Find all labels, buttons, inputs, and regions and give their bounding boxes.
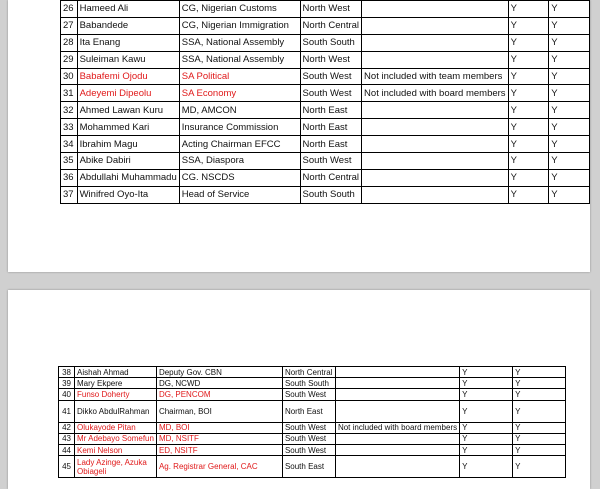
row-number: 26 bbox=[61, 1, 78, 18]
appointee-title: Acting Chairman EFCC bbox=[179, 136, 300, 153]
geopolitical-zone: North West bbox=[300, 51, 362, 68]
row-number: 39 bbox=[59, 378, 75, 389]
flag-column-2: Y bbox=[549, 119, 590, 136]
appointee-title: SA Economy bbox=[179, 85, 300, 102]
appointee-title: SSA, Diaspora bbox=[179, 153, 300, 170]
table-row bbox=[61, 34, 590, 51]
flag-column-1: Y bbox=[508, 169, 549, 186]
flag-column-1: Y bbox=[460, 378, 513, 389]
table-row bbox=[59, 444, 566, 455]
row-number: 36 bbox=[61, 169, 78, 186]
flag-column-1: Y bbox=[460, 367, 513, 378]
remark bbox=[362, 17, 509, 34]
document-page-1 bbox=[8, 0, 590, 272]
appointee-name: Kemi Nelson bbox=[75, 444, 157, 455]
table-row bbox=[61, 169, 590, 186]
flag-column-1: Y bbox=[460, 444, 513, 455]
geopolitical-zone: South West bbox=[282, 433, 335, 444]
flag-column-1: Y bbox=[508, 186, 549, 203]
flag-column-1: Y bbox=[508, 17, 549, 34]
row-number: 33 bbox=[61, 119, 78, 136]
appointee-title: MD, AMCON bbox=[179, 102, 300, 119]
table-row bbox=[61, 102, 590, 119]
remark bbox=[362, 34, 509, 51]
geopolitical-zone: North West bbox=[300, 1, 362, 18]
appointee-title: DG, PENCOM bbox=[156, 389, 282, 400]
flag-column-1: Y bbox=[460, 433, 513, 444]
table-row bbox=[61, 1, 590, 18]
table-row bbox=[59, 378, 566, 389]
flag-column-1: Y bbox=[508, 68, 549, 85]
geopolitical-zone: North Central bbox=[300, 17, 362, 34]
row-number: 42 bbox=[59, 422, 75, 433]
remark bbox=[362, 153, 509, 170]
appointee-title: Head of Service bbox=[179, 186, 300, 203]
appointee-title: MD, NSITF bbox=[156, 433, 282, 444]
geopolitical-zone: North Central bbox=[300, 169, 362, 186]
appointee-name: Winifred Oyo-Ita bbox=[77, 186, 179, 203]
appointee-name: Abdullahi Muhammadu bbox=[77, 169, 179, 186]
appointee-title: CG. NSCDS bbox=[179, 169, 300, 186]
appointee-name: Suleiman Kawu bbox=[77, 51, 179, 68]
flag-column-1: Y bbox=[460, 456, 513, 478]
appointee-name: Mary Ekpere bbox=[75, 378, 157, 389]
remark bbox=[362, 1, 509, 18]
remark bbox=[335, 456, 459, 478]
document-page-2 bbox=[8, 290, 590, 489]
row-number: 44 bbox=[59, 444, 75, 455]
flag-column-2: Y bbox=[513, 456, 566, 478]
row-number: 29 bbox=[61, 51, 78, 68]
remark bbox=[362, 102, 509, 119]
table-row bbox=[59, 400, 566, 422]
remark bbox=[335, 433, 459, 444]
remark: Not included with board members bbox=[335, 422, 459, 433]
table-row bbox=[59, 422, 566, 433]
flag-column-1: Y bbox=[460, 400, 513, 422]
geopolitical-zone: South West bbox=[300, 68, 362, 85]
table-row bbox=[61, 136, 590, 153]
row-number: 40 bbox=[59, 389, 75, 400]
row-number: 45 bbox=[59, 456, 75, 478]
geopolitical-zone: North East bbox=[300, 102, 362, 119]
flag-column-2: Y bbox=[513, 378, 566, 389]
remark bbox=[362, 51, 509, 68]
flag-column-2: Y bbox=[549, 1, 590, 18]
appointee-title: Insurance Commission bbox=[179, 119, 300, 136]
row-number: 35 bbox=[61, 153, 78, 170]
appointee-title: CG, Nigerian Immigration bbox=[179, 17, 300, 34]
remark bbox=[335, 378, 459, 389]
flag-column-1: Y bbox=[508, 85, 549, 102]
appointees-table-page-2 bbox=[58, 366, 566, 478]
remark bbox=[335, 367, 459, 378]
row-number: 30 bbox=[61, 68, 78, 85]
geopolitical-zone: North East bbox=[300, 136, 362, 153]
row-number: 43 bbox=[59, 433, 75, 444]
geopolitical-zone: South West bbox=[282, 444, 335, 455]
appointee-title: ED, NSITF bbox=[156, 444, 282, 455]
appointee-name: Olukayode Pitan bbox=[75, 422, 157, 433]
table-row bbox=[59, 433, 566, 444]
remark bbox=[362, 169, 509, 186]
geopolitical-zone: South West bbox=[282, 389, 335, 400]
appointee-name: Aishah Ahmad bbox=[75, 367, 157, 378]
appointee-title: Ag. Registrar General, CAC bbox=[156, 456, 282, 478]
flag-column-2: Y bbox=[513, 422, 566, 433]
appointee-name: Ita Enang bbox=[77, 34, 179, 51]
flag-column-2: Y bbox=[513, 400, 566, 422]
flag-column-2: Y bbox=[549, 34, 590, 51]
appointee-title: SSA, National Assembly bbox=[179, 51, 300, 68]
appointee-title: SA Political bbox=[179, 68, 300, 85]
remark bbox=[362, 119, 509, 136]
appointee-name: Ahmed Lawan Kuru bbox=[77, 102, 179, 119]
geopolitical-zone: South West bbox=[282, 422, 335, 433]
flag-column-2: Y bbox=[513, 389, 566, 400]
appointee-name: Babafemi Ojodu bbox=[77, 68, 179, 85]
appointee-name: Babandede bbox=[77, 17, 179, 34]
appointee-title: Deputy Gov. CBN bbox=[156, 367, 282, 378]
appointee-name: Hameed Ali bbox=[77, 1, 179, 18]
geopolitical-zone: North East bbox=[300, 119, 362, 136]
flag-column-2: Y bbox=[549, 51, 590, 68]
appointee-title: CG, Nigerian Customs bbox=[179, 1, 300, 18]
flag-column-2: Y bbox=[549, 68, 590, 85]
row-number: 31 bbox=[61, 85, 78, 102]
appointee-name: Lady Azinge, Azuka Obiageli bbox=[75, 456, 157, 478]
flag-column-2: Y bbox=[549, 102, 590, 119]
remark bbox=[335, 389, 459, 400]
remark: Not included with team members bbox=[362, 68, 509, 85]
table-row bbox=[61, 17, 590, 34]
flag-column-2: Y bbox=[513, 444, 566, 455]
geopolitical-zone: South South bbox=[300, 186, 362, 203]
remark: Not included with board members bbox=[362, 85, 509, 102]
flag-column-2: Y bbox=[549, 136, 590, 153]
table-row bbox=[61, 68, 590, 85]
appointee-name: Mohammed Kari bbox=[77, 119, 179, 136]
table-row bbox=[59, 456, 566, 478]
flag-column-2: Y bbox=[549, 153, 590, 170]
row-number: 34 bbox=[61, 136, 78, 153]
geopolitical-zone: North Central bbox=[282, 367, 335, 378]
geopolitical-zone: South West bbox=[300, 153, 362, 170]
appointee-name: Dikko AbdulRahman bbox=[75, 400, 157, 422]
remark bbox=[362, 136, 509, 153]
flag-column-2: Y bbox=[549, 169, 590, 186]
table-row bbox=[61, 85, 590, 102]
remark bbox=[335, 400, 459, 422]
row-number: 28 bbox=[61, 34, 78, 51]
geopolitical-zone: South West bbox=[300, 85, 362, 102]
flag-column-1: Y bbox=[508, 119, 549, 136]
remark bbox=[362, 186, 509, 203]
flag-column-1: Y bbox=[508, 1, 549, 18]
row-number: 38 bbox=[59, 367, 75, 378]
table-row bbox=[61, 186, 590, 203]
flag-column-1: Y bbox=[460, 422, 513, 433]
flag-column-1: Y bbox=[508, 136, 549, 153]
flag-column-1: Y bbox=[508, 51, 549, 68]
flag-column-2: Y bbox=[549, 85, 590, 102]
row-number: 32 bbox=[61, 102, 78, 119]
table-row bbox=[59, 367, 566, 378]
flag-column-2: Y bbox=[549, 17, 590, 34]
flag-column-2: Y bbox=[513, 367, 566, 378]
appointee-title: SSA, National Assembly bbox=[179, 34, 300, 51]
appointee-name: Abike Dabiri bbox=[77, 153, 179, 170]
table-row bbox=[59, 389, 566, 400]
appointee-name: Mr Adebayo Somefun bbox=[75, 433, 157, 444]
geopolitical-zone: South South bbox=[282, 378, 335, 389]
row-number: 41 bbox=[59, 400, 75, 422]
appointee-title: Chairman, BOI bbox=[156, 400, 282, 422]
row-number: 37 bbox=[61, 186, 78, 203]
appointee-name: Funso Doherty bbox=[75, 389, 157, 400]
flag-column-1: Y bbox=[508, 34, 549, 51]
appointee-name: Adeyemi Dipeolu bbox=[77, 85, 179, 102]
table-row bbox=[61, 153, 590, 170]
flag-column-1: Y bbox=[460, 389, 513, 400]
geopolitical-zone: South South bbox=[300, 34, 362, 51]
flag-column-2: Y bbox=[549, 186, 590, 203]
row-number: 27 bbox=[61, 17, 78, 34]
table-row bbox=[61, 119, 590, 136]
geopolitical-zone: South East bbox=[282, 456, 335, 478]
flag-column-1: Y bbox=[508, 102, 549, 119]
appointees-table-page-1 bbox=[60, 0, 590, 204]
appointee-title: DG, NCWD bbox=[156, 378, 282, 389]
remark bbox=[335, 444, 459, 455]
flag-column-2: Y bbox=[513, 433, 566, 444]
table-row bbox=[61, 51, 590, 68]
appointee-name: Ibrahim Magu bbox=[77, 136, 179, 153]
flag-column-1: Y bbox=[508, 153, 549, 170]
appointee-title: MD, BOI bbox=[156, 422, 282, 433]
geopolitical-zone: North East bbox=[282, 400, 335, 422]
